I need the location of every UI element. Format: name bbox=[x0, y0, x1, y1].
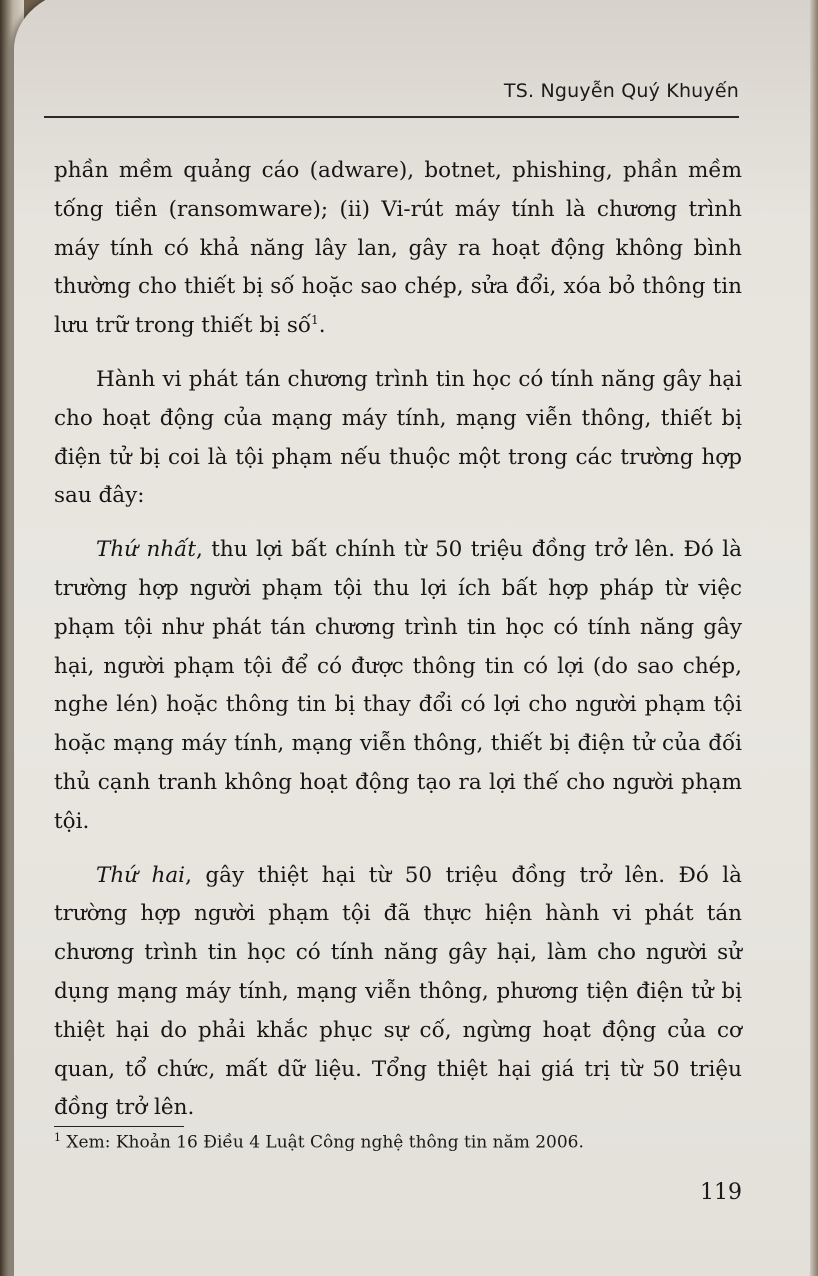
footnote-marker: 1 bbox=[54, 1131, 61, 1144]
paragraph-1 bbox=[54, 152, 742, 346]
paragraph-3 bbox=[54, 531, 742, 841]
paragraph-1-tail: . bbox=[318, 313, 326, 339]
paragraph-4-text: , gây thiệt hại từ 50 triệu đồng trở lên. Đó là trường hợp người phạm tội đã thực hiện hành vi phát tán chương trình tin học có tính năng gây hại, làm cho người sử dụng mạng máy tính, mạng viễn thông, phương tiện điện tử bị thiệt hại do phải khắc phục sự cố, ngừng hoạt động của cơ quan, tổ chức, mất dữ liệu. Tổng thiệt hại giá trị từ 50 triệu đồng trở lên. bbox=[54, 862, 742, 1121]
book-page bbox=[14, 0, 814, 1276]
paragraph-2 bbox=[54, 361, 742, 516]
footnote-reference: 1 bbox=[311, 313, 319, 328]
paragraph-4 bbox=[54, 857, 742, 1129]
running-header bbox=[44, 70, 739, 118]
page-stack-edge bbox=[810, 0, 818, 1276]
header-author: TS. Nguyễn Quý Khuyến bbox=[503, 80, 739, 102]
paragraph-4-intro: Thứ hai bbox=[96, 862, 186, 888]
footnote-rule bbox=[54, 1126, 184, 1127]
paragraph-3-intro: Thứ nhất bbox=[96, 537, 196, 563]
header-rule bbox=[44, 116, 739, 118]
paragraph-1-text: phần mềm quảng cáo (adware), botnet, phishing, phần mềm tống tiền (ransomware); (ii) Vi-rút máy tính là chương trình máy tính có khả năng lây lan, gây ra hoạt động không bình thường cho thiết bị số hoặc sao chép, sửa đổi, xóa bỏ thông tin lưu trữ trong thiết bị số bbox=[54, 158, 742, 339]
page-number: 119 bbox=[700, 1180, 742, 1205]
paragraph-2-text: Hành vi phát tán chương trình tin học có tính năng gây hại cho hoạt động của mạng máy tính, mạng viễn thông, thiết bị điện tử bị coi là tội phạm nếu thuộc một trong các trường hợp sau đây: bbox=[54, 366, 742, 509]
footnote-text: Xem: Khoản 16 Điều 4 Luật Công nghệ thông tin năm 2006. bbox=[66, 1132, 584, 1153]
footnote bbox=[54, 1131, 744, 1153]
body-text bbox=[54, 152, 742, 1128]
paragraph-3-text: , thu lợi bất chính từ 50 triệu đồng trở lên. Đó là trường hợp người phạm tội thu lợi ích bất hợp pháp từ việc phạm tội như phát tán chương trình tin học có tính năng gây hại, người phạm tội để có được thông tin có lợi (do sao chép, nghe lén) hoặc thông tin bị thay đổi có lợi cho người phạm tội hoặc mạng máy tính, mạng viễn thông, thiết bị điện tử của đối thủ cạnh tranh không hoạt động tạo ra lợi thế cho người phạm tội. bbox=[54, 537, 742, 834]
